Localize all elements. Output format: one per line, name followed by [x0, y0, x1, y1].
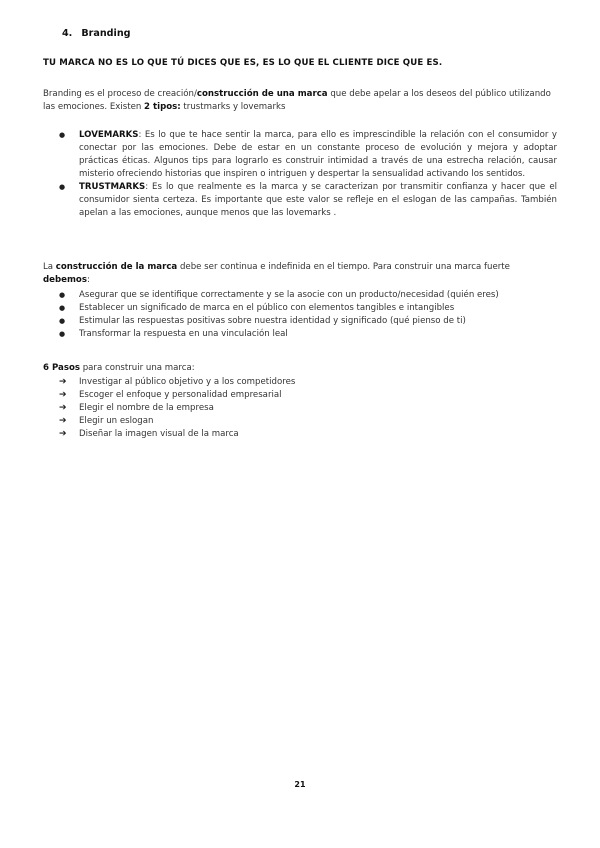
arrow-right-icon: ➔: [59, 390, 67, 400]
list-item: [43, 376, 557, 389]
must-list: [43, 289, 557, 341]
construction-paragraph: [43, 261, 557, 287]
intro-bold-1: construcción de una marca: [196, 89, 328, 99]
list-item-text: Escoger el enfoque y personalidad empresarial: [79, 390, 282, 400]
intro-bold-2: 2 tipos:: [144, 102, 181, 112]
steps-intro-bold: 6 Pasos: [43, 363, 80, 373]
type-term: LOVEMARKS: [79, 130, 139, 140]
list-item-text: Transformar la respuesta en una vinculación leal: [79, 329, 288, 339]
list-item: [43, 129, 557, 181]
bullet-icon: ●: [59, 131, 66, 139]
section-heading: [62, 28, 131, 39]
construction-text-3: :: [86, 275, 90, 285]
bullet-icon: ●: [59, 183, 66, 191]
construction-text-1: La: [43, 262, 56, 272]
steps-intro-text: para construir una marca:: [79, 363, 195, 373]
bullet-icon: ●: [59, 304, 66, 312]
list-item-text: Establecer un significado de marca en el público con elementos tangibles e intangibles: [79, 303, 455, 313]
intro-text-3: trustmarks y lovemarks: [180, 102, 286, 112]
list-item-text: Estimular las respuestas positivas sobre nuestra identidad y significado (qué pienso de ti): [79, 316, 466, 326]
arrow-right-icon: ➔: [59, 403, 67, 413]
type-description: : Es lo que realmente es la marca y se caracterizan por transmitir confianza y hacer que el consumidor sienta certeza. Es importante que este valor se refleje en el eslogan de las campañas. También apelan a las emociones, aunque menos que las lovemarks .: [79, 182, 557, 218]
intro-text-1: Branding es el proceso de creación/: [43, 89, 197, 99]
tagline: TU MARCA NO ES LO QUE TÚ DICES QUE ES, ES LO QUE EL CLIENTE DICE QUE ES.: [43, 58, 443, 68]
list-item-text: Diseñar la imagen visual de la marca: [79, 429, 239, 439]
intro-text-2: que debe apelar a los deseos del público utilizando las emociones. Existen: [43, 89, 551, 112]
list-item: [43, 402, 557, 415]
list-item: [43, 289, 557, 302]
steps-list: [43, 376, 557, 441]
list-item-text: Elegir un eslogan: [79, 416, 154, 426]
arrow-right-icon: ➔: [59, 416, 67, 426]
construction-bold-1: construcción de la marca: [55, 262, 178, 272]
list-item: [43, 415, 557, 428]
list-item-text: Elegir el nombre de la empresa: [79, 403, 214, 413]
list-item-text: Investigar al público objetivo y a los competidores: [79, 377, 296, 387]
bullet-icon: ●: [59, 291, 66, 299]
steps-intro: [43, 362, 557, 375]
brand-types-list: [43, 129, 557, 220]
bullet-icon: ●: [59, 330, 66, 338]
arrow-right-icon: ➔: [59, 429, 67, 439]
list-item: [43, 328, 557, 341]
arrow-right-icon: ➔: [59, 377, 67, 387]
intro-paragraph: [43, 88, 557, 114]
section-title: Branding: [81, 28, 131, 39]
list-item: [43, 389, 557, 402]
construction-text-2: debe ser continua e indefinida en el tiempo. Para construir una marca fuerte: [177, 262, 510, 272]
list-item-text: Asegurar que se identifique correctamente y se la asocie con un producto/necesidad (quién eres): [79, 290, 499, 300]
type-description: : Es lo que te hace sentir la marca, para ello es imprescindible la relación con el consumidor y conectar por las emociones. Debe de estar en un constante proceso de evolución y mejora y adoptar prácticas éticas. Algunos tips para lograrlo es construir intimidad a través de una estrecha relación, causar misterio ofreciendo historias que inspiren o intriguen y despertar la sensualidad activando los sentidos.: [79, 130, 557, 179]
list-item: [43, 302, 557, 315]
list-item: [43, 428, 557, 441]
page-number: 21: [294, 780, 306, 789]
construction-bold-2: debemos: [43, 275, 87, 285]
list-item: [43, 181, 557, 220]
bullet-icon: ●: [59, 317, 66, 325]
section-number: 4.: [62, 28, 73, 39]
type-term: TRUSTMARKS: [79, 182, 146, 192]
list-item: [43, 315, 557, 328]
